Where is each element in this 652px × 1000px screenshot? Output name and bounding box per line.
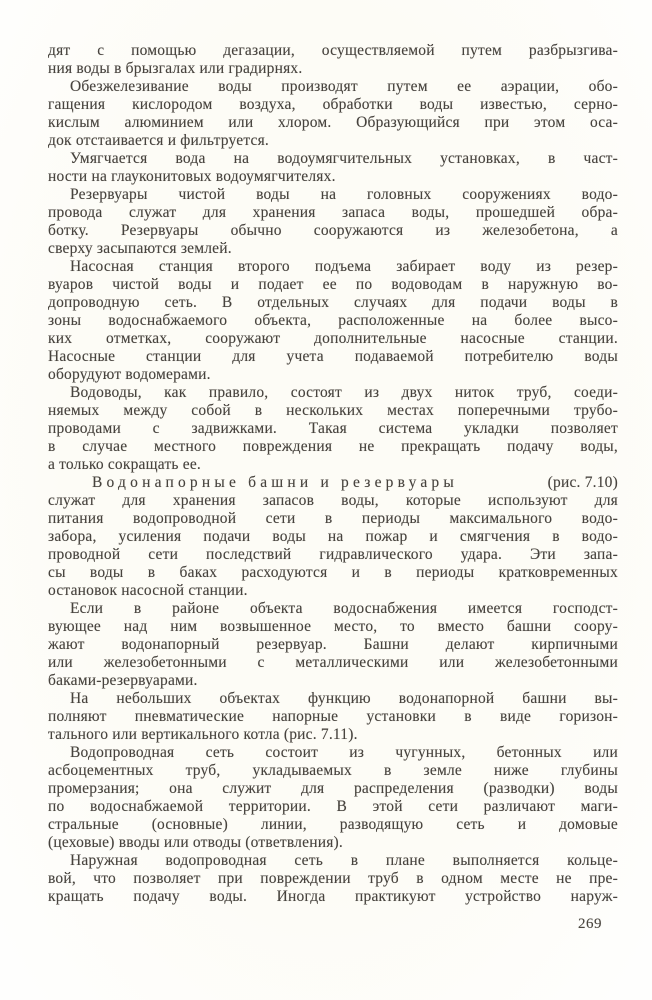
text-line: вуаров чистой воды и подает ее по водоводам в наружную во-	[48, 276, 618, 293]
paragraph	[48, 600, 618, 690]
text-line: питания водопроводной сети в периоды максимального водо-	[48, 510, 618, 527]
text-line: дят с помощью дегазации, осуществляемой путем разбрызгива-	[48, 42, 618, 59]
text-line: баками-резервуарами.	[48, 672, 198, 689]
text-line: остановок насосной станции.	[48, 582, 248, 599]
text-line: или железобетонными с металлическими или железобетонными	[48, 654, 618, 671]
text-line: На небольших объектах функцию водонапорной башни вы-	[70, 690, 618, 707]
text-line: полняют пневматические напорные установки в виде горизон-	[48, 708, 618, 725]
text-line: проводной сети последствий гидравлического удара. Эти запа-	[48, 546, 618, 563]
text-line: проводами с задвижками. Такая система укладки позволяет	[48, 420, 618, 437]
paragraph	[48, 78, 618, 150]
paragraph	[48, 42, 618, 78]
text-line: асбоцементных труб, укладываемых в земле ниже глубины	[48, 762, 618, 779]
paragraph	[48, 744, 618, 852]
text-line: служат для хранения запасов воды, которые используют для	[48, 492, 618, 509]
text-line: а только сокращать ее.	[48, 456, 201, 473]
text-line: зоны водоснабжаемого объекта, расположенные на более высо-	[48, 312, 618, 329]
page-number: 269	[578, 916, 602, 932]
text-line: в случае местного повреждения не прекращать подачу воды,	[48, 438, 618, 455]
paragraph	[48, 150, 618, 186]
text-line: Насосные станции для учета подаваемой потребителю воды	[48, 348, 618, 365]
text-line: ботку. Резервуары обычно сооружаются из железобетона, а	[48, 222, 618, 239]
text-line: провода служат для хранения запаса воды, прошедшей обра-	[48, 204, 618, 221]
text-line: Насосная станция второго подъема забирает воду из резер-	[70, 258, 618, 275]
text-line: ких отметках, сооружают дополнительные насосные станции.	[48, 330, 618, 347]
text-line: Умягчается вода на водоумягчительных установках, в част-	[70, 150, 618, 167]
paragraph	[48, 852, 618, 906]
text-line-letterspaced	[48, 474, 618, 492]
text-line: (цеховые) вводы или отводы (ответвления).	[48, 834, 343, 851]
text-line: жают водонапорный резервуар. Башни делают кирпичными	[48, 636, 618, 653]
paragraph	[48, 384, 618, 474]
text-line: промерзания; она служит для распределения (разводки) воды	[48, 780, 618, 797]
figure-reference: (рис. 7.10)	[547, 474, 618, 491]
text-line: тального или вертикального котла (рис. 7.11).	[48, 726, 358, 743]
text-line: Водоводы, как правило, состоят из двух ниток труб, соеди-	[70, 384, 618, 401]
text-block	[48, 42, 618, 906]
text-line: ния воды в брызгалах или градирнях.	[48, 60, 303, 77]
text-line: кислым алюминием или хлором. Образующийся при этом оса-	[48, 114, 618, 131]
text-line: док отстаивается и фильтруется.	[48, 132, 269, 149]
paragraph	[48, 258, 618, 384]
text-line: Наружная водопроводная сеть в плане выполняется кольце-	[70, 852, 618, 869]
text-line: ности на глауконитовых водоумягчителях.	[48, 168, 336, 185]
text-line: Если в районе объекта водоснабжения имеется господст-	[70, 600, 618, 617]
text-line: кращать подачу воды. Иногда практикуют устройство наруж-	[48, 888, 618, 905]
text-line: няемых между собой в нескольких местах поперечными трубо-	[48, 402, 618, 419]
text-line: Водопроводная сеть состоит из чугунных, бетонных или	[70, 744, 618, 761]
text-line: сы воды в баках расходуются и в периоды кратковременных	[48, 564, 618, 581]
text-line: оборудуют водомерами.	[48, 366, 211, 383]
paragraph	[48, 474, 618, 600]
text-line: Обезжелезивание воды производят путем ее аэрации, обо-	[70, 78, 618, 95]
text-line: гащения кислородом воздуха, обработки воды известью, серно-	[48, 96, 618, 113]
text-line: вой, что позволяет при повреждении труб в одном месте не пре-	[48, 870, 618, 887]
text-line: допроводную сеть. В отдельных случаях для подачи воды в	[48, 294, 618, 311]
letterspaced-heading-text: Водонапорные башни и резервуары	[92, 474, 458, 491]
text-line: забора, усиления подачи воды на пожар и смягчения в водо-	[48, 528, 618, 545]
text-line: сверху засыпаются землей.	[48, 240, 232, 257]
text-line: вующее над ним возвышенное место, то вместо башни соору-	[48, 618, 618, 635]
paragraph	[48, 186, 618, 258]
text-line: по водоснабжаемой территории. В этой сети различают маги-	[48, 798, 618, 815]
text-line: стральные (основные) линии, разводящую сеть и домовые	[48, 816, 618, 833]
paragraph	[48, 690, 618, 744]
text-line: Резервуары чистой воды на головных сооружениях водо-	[70, 186, 618, 203]
